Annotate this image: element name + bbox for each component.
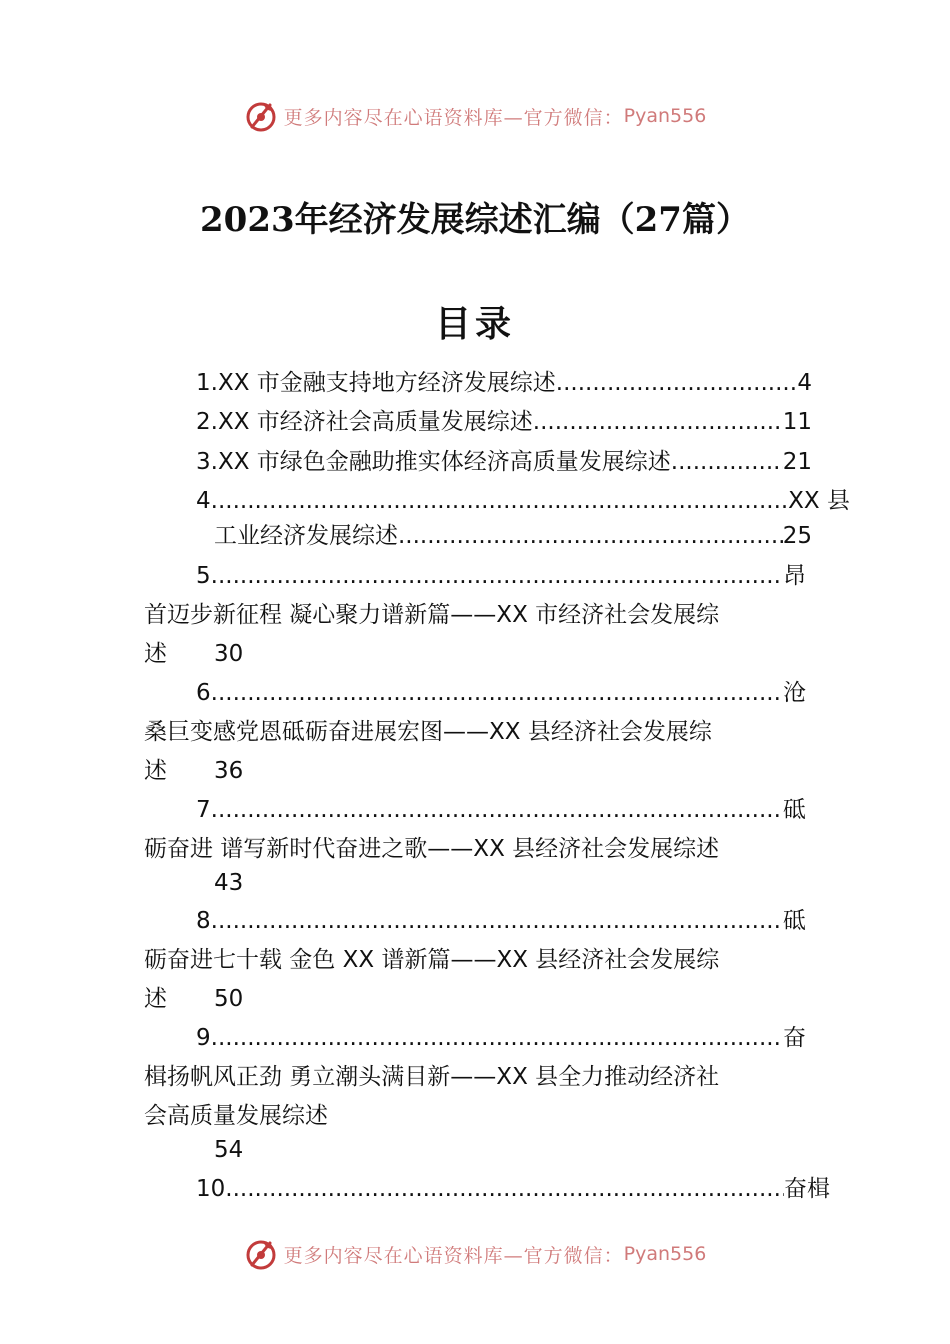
toc-entry-title: XX 市经济社会高质量发展综述 bbox=[217, 409, 533, 435]
toc-entry-tail: 砥 bbox=[783, 908, 806, 934]
toc-entry-9-line-2: 楫扬帆风正劲 勇立潮头满目新——XX 县全力推动经济社 bbox=[144, 1064, 720, 1090]
toc-entry-6-line-2: 桑巨变感党恩砥砺奋进展宏图——XX 县经济社会发展综 bbox=[144, 719, 712, 745]
toc-entry-tail: 奋 bbox=[783, 1025, 806, 1051]
toc-entry-title: 工业经济发展综述 bbox=[214, 523, 398, 549]
toc-dot-leader bbox=[211, 561, 783, 591]
toc-dot-leader bbox=[398, 521, 783, 551]
toc-entry-10[interactable] bbox=[196, 1174, 830, 1204]
toc-entry-page: 21 bbox=[782, 449, 812, 475]
toc-dot-leader bbox=[556, 368, 798, 398]
toc-entry-title: XX 市金融支持地方经济发展综述 bbox=[217, 370, 556, 396]
toc-entry-tail: 沧 bbox=[783, 680, 806, 706]
toc-dot-leader bbox=[533, 407, 783, 437]
toc-heading: 目录 bbox=[434, 303, 515, 345]
toc-entry-number: 3. bbox=[196, 449, 218, 475]
toc-entry-9-page: 54 bbox=[214, 1137, 244, 1163]
toc-entry-number: 8 bbox=[196, 908, 211, 934]
toc-dot-leader bbox=[225, 1174, 784, 1204]
toc-entry-number: 2. bbox=[196, 409, 218, 435]
toc-dot-leader bbox=[211, 795, 783, 825]
toc-entry-6[interactable] bbox=[196, 678, 806, 708]
toc-dot-leader bbox=[211, 906, 783, 936]
toc-entry-tail: 砥 bbox=[783, 797, 806, 823]
toc-entry-tail: 奋楫 bbox=[784, 1176, 830, 1202]
toc-entry-number: 1. bbox=[196, 370, 218, 396]
toc-entry-5-page: 30 bbox=[214, 641, 244, 667]
toc-dot-leader bbox=[211, 678, 783, 708]
toc-entry-number: 9 bbox=[196, 1025, 211, 1051]
toc-entry-7-line-2: 砺奋进 谱写新时代奋进之歌——XX 县经济社会发展综述 bbox=[144, 836, 720, 862]
toc-entry-1[interactable] bbox=[196, 368, 812, 398]
quill-seal-logo bbox=[244, 99, 278, 133]
banner-wechat-id: Pyan556 bbox=[623, 1243, 707, 1265]
toc-entry-tail: 昂 bbox=[783, 563, 806, 589]
toc-entry-number: 7 bbox=[196, 797, 211, 823]
toc-entry-5-line-3: 述 bbox=[144, 641, 167, 667]
toc-entry-6-line-3: 述 bbox=[144, 758, 167, 784]
toc-entry-page: 25 bbox=[782, 523, 812, 549]
toc-entry-7-page: 43 bbox=[214, 870, 244, 896]
footer-banner bbox=[0, 1234, 950, 1274]
document-title: 2023年经济发展综述汇编（27篇） bbox=[200, 200, 750, 240]
toc-entry-tail: XX 县 bbox=[788, 488, 850, 514]
toc-entry-8-page: 50 bbox=[214, 986, 244, 1012]
toc-entry-number: 4 bbox=[196, 488, 211, 514]
toc-entry-number: 6 bbox=[196, 680, 211, 706]
toc-entry-9-line-3: 会高质量发展综述 bbox=[144, 1103, 328, 1129]
toc-dot-leader bbox=[211, 486, 789, 516]
toc-entry-number: 10 bbox=[196, 1176, 226, 1202]
toc-dot-leader bbox=[671, 447, 783, 477]
toc-entry-5[interactable] bbox=[196, 561, 806, 591]
toc-entry-7[interactable] bbox=[196, 795, 806, 825]
header-banner bbox=[0, 96, 950, 136]
banner-text: 更多内容尽在心语资料库—官方微信： bbox=[283, 1244, 624, 1267]
toc-entry-8-line-3: 述 bbox=[144, 986, 167, 1012]
toc-entry-page: 11 bbox=[782, 409, 812, 435]
toc-entry-6-page: 36 bbox=[214, 758, 244, 784]
toc-entry-title: XX 市绿色金融助推实体经济高质量发展综述 bbox=[217, 449, 671, 475]
toc-entry-5-line-2: 首迈步新征程 凝心聚力谱新篇——XX 市经济社会发展综 bbox=[144, 602, 720, 628]
toc-entry-number: 5 bbox=[196, 563, 211, 589]
toc-entry-9[interactable] bbox=[196, 1023, 806, 1053]
banner-text: 更多内容尽在心语资料库—官方微信： bbox=[283, 106, 624, 129]
toc-entry-8-line-2: 砺奋进七十载 金色 XX 谱新篇——XX 县经济社会发展综 bbox=[144, 947, 720, 973]
toc-entry-3[interactable] bbox=[196, 447, 812, 477]
toc-entry-2[interactable] bbox=[196, 407, 812, 437]
toc-entry-4[interactable] bbox=[196, 486, 850, 516]
toc-entry-4-continuation[interactable] bbox=[214, 521, 812, 551]
toc-dot-leader bbox=[211, 1023, 783, 1053]
banner-wechat-id: Pyan556 bbox=[623, 105, 707, 127]
quill-seal-logo bbox=[244, 1237, 278, 1271]
toc-entry-page: 4 bbox=[797, 370, 812, 396]
toc-entry-8[interactable] bbox=[196, 906, 806, 936]
